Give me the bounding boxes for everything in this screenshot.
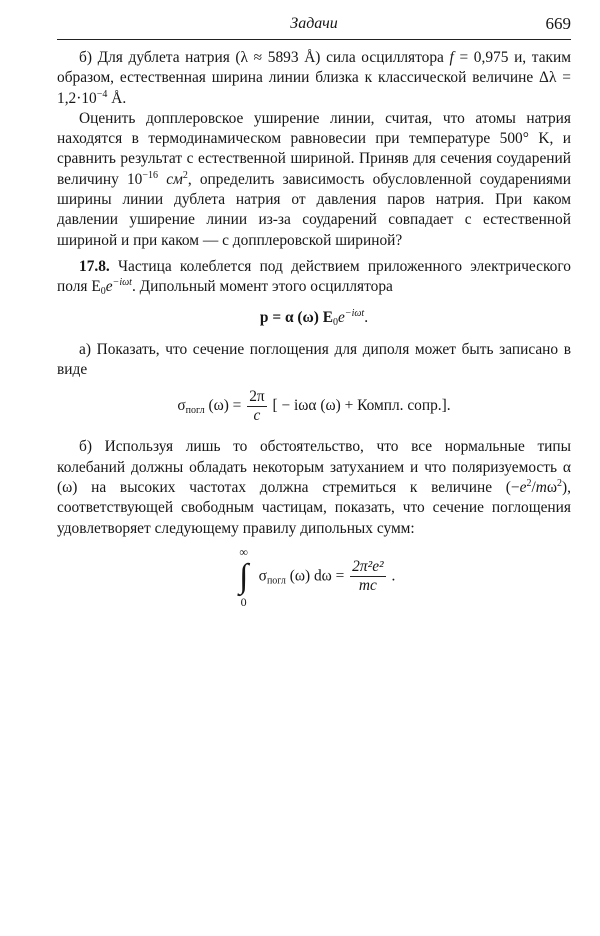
equation-dipole-sum-rule: ∞ ∫ 0 $\sigma_{погл}$ (ω) dω = $\frac{\text{2π²e²}}{mc}$ . (57, 545, 571, 609)
equation-dipole-moment: p = α (ω) $E_0e^{-i\omega t}$. (259, 307, 369, 328)
page-number: 669 (545, 14, 571, 33)
page-body (57, 48, 571, 609)
paragraph-b: б) Используя лишь то обстоятельство, что все нормальные типы колебаний должны обладать некоторым затуханием и что поляризуемость α (ω) на высоких частотах должна стремиться к величине $(-e^2/m\omega^2)$, соответствующей свободным частицам, показать, что сечение поглощения удовлетворяет следующему правилу дипольных сумм: (57, 438, 571, 537)
header-rule (57, 39, 571, 40)
fraction-sum-rule: $\frac{\text{2π²e²}}{mc}$ (352, 558, 384, 595)
integral-sign: ∞ ∫ 0 (238, 544, 249, 609)
paragraph-a: а) Показать, что сечение поглощения для диполя может быть записано в виде (57, 340, 571, 379)
paragraph-doppler: Оценить допплеровское уширение линии, считая, что атомы натрия находятся в термодинамическом равновесии при температуре 500° K, и сравнить результат с естественной шириной. Приняв для сечения соударений величину $10^{-16}$ $см^2$, определить зависимость обусловленной соударениями ширины линии дублета натрия от давления паров натрия. При каком давлении уширение линии из-за соударений совпадает с естественной шириной и при каком — с допплеровской шириной? (57, 109, 571, 249)
running-title: Задачи (290, 15, 338, 32)
problem-17-8: 17.8. Частица колеблется под действием приложенного электрического поля $E_0e^{-i\omega t}$. Дипольный момент этого осциллятора (57, 257, 571, 298)
equation-absorption-cross-section: $\sigma_{погл}$ (ω) = $\frac{2\pi}{c}$ [ − iωα (ω) + Компл. сопр.]. (177, 388, 451, 425)
problem-number: 17.8. (79, 257, 110, 275)
page-header (57, 12, 571, 38)
fraction-2pi-over-c: $\frac{2\pi}{c}$ (249, 388, 265, 425)
paragraph-sodium-doublet: б) Для дублета натрия (λ ≈ 5893 Å) сила осциллятора f = 0,975 и, таким образом, естественная ширина линии близка к классической величине $\Delta\lambda = 1,2\cdot 10^{-4}$ Å. (57, 49, 571, 107)
